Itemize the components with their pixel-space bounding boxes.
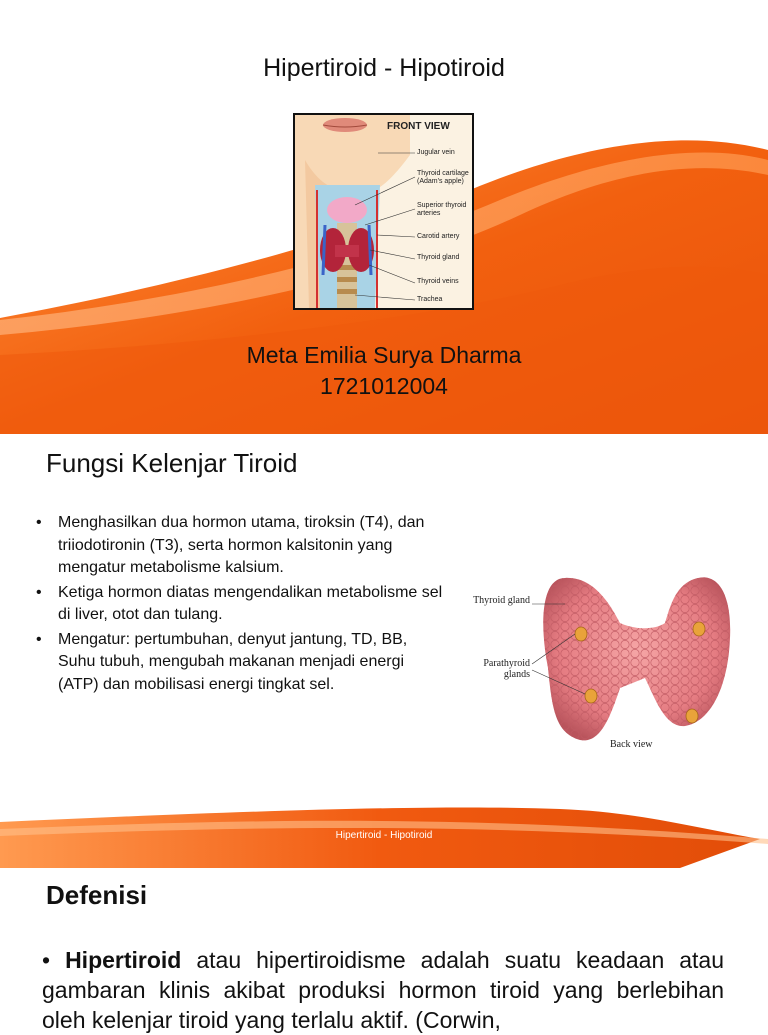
label-back-view: Back view (610, 739, 653, 750)
slide2-footer: Hipertiroid - Hipotiroid (335, 830, 433, 841)
label-carotid-artery: Carotid artery (417, 233, 460, 240)
list-item (36, 582, 446, 627)
label-thyroid-veins: Thyroid veins (417, 278, 459, 285)
bullet-dot: • (36, 630, 42, 648)
front-view-heading: FRONT VIEW (387, 121, 450, 132)
author-name: Meta Emilia Surya Dharma (246, 342, 522, 368)
label-trachea: Trachea (417, 296, 443, 303)
slide3-title: Defenisi (46, 880, 148, 910)
bullet-text: Menghasilkan dua hormon utama, tiroksin (T4), dan triiodotironin (T3), serta hormon kalsitonin yang mengatur metabolisme kalsium. (58, 514, 425, 576)
label-thyroid-cartilage: Thyroid cartilage (Adam's apple) (417, 170, 469, 185)
term-hipertiroid: Hipertiroid (65, 947, 182, 973)
label-thyroid-gland-back: Thyroid gland (473, 595, 530, 606)
definition-text: atau hipertiroidisme adalah suatu keadaan atau gambaran klinis akibat produksi hormon tiroid yang berlebihan oleh kelenjar tiroid yang terlalu aktif. (Corwin, (42, 947, 724, 1033)
label-jugular-vein: Jugular vein (417, 149, 455, 156)
bullet-dot: • (36, 514, 42, 531)
list-item (36, 629, 446, 697)
fungsi-bullet-list (36, 512, 446, 698)
bullet-dot: • (42, 947, 51, 973)
author-id: 1721012004 (320, 373, 448, 399)
list-item (36, 512, 446, 580)
label-thyroid-gland: Thyroid gland (417, 254, 460, 261)
author-block (0, 340, 768, 402)
bullet-text: Mengatur: pertumbuhan, denyut jantung, TD, BB, Suhu tubuh, mengubah makanan menjadi energi (ATP) dan mobilisasi energi tingkat sel. (58, 630, 408, 693)
slide-title (0, 0, 768, 434)
bullet-dot: • (36, 583, 42, 601)
definition-paragraph (42, 945, 724, 1035)
label-parathyroid-glands: Parathyroid glands (483, 658, 530, 680)
slide2-title: Fungsi Kelenjar Tiroid (46, 448, 298, 478)
bullet-text: Ketiga hormon diatas mengendalikan metabolisme sel di liver, otot dan tulang. (58, 583, 443, 623)
label-superior-thyroid-arteries: Superior thyroid arteries (417, 202, 467, 217)
slide1-title: Hipertiroid - Hipotiroid (263, 54, 505, 82)
thyroid-back-view-illustration (470, 568, 750, 758)
thyroid-front-view-illustration (293, 113, 474, 310)
